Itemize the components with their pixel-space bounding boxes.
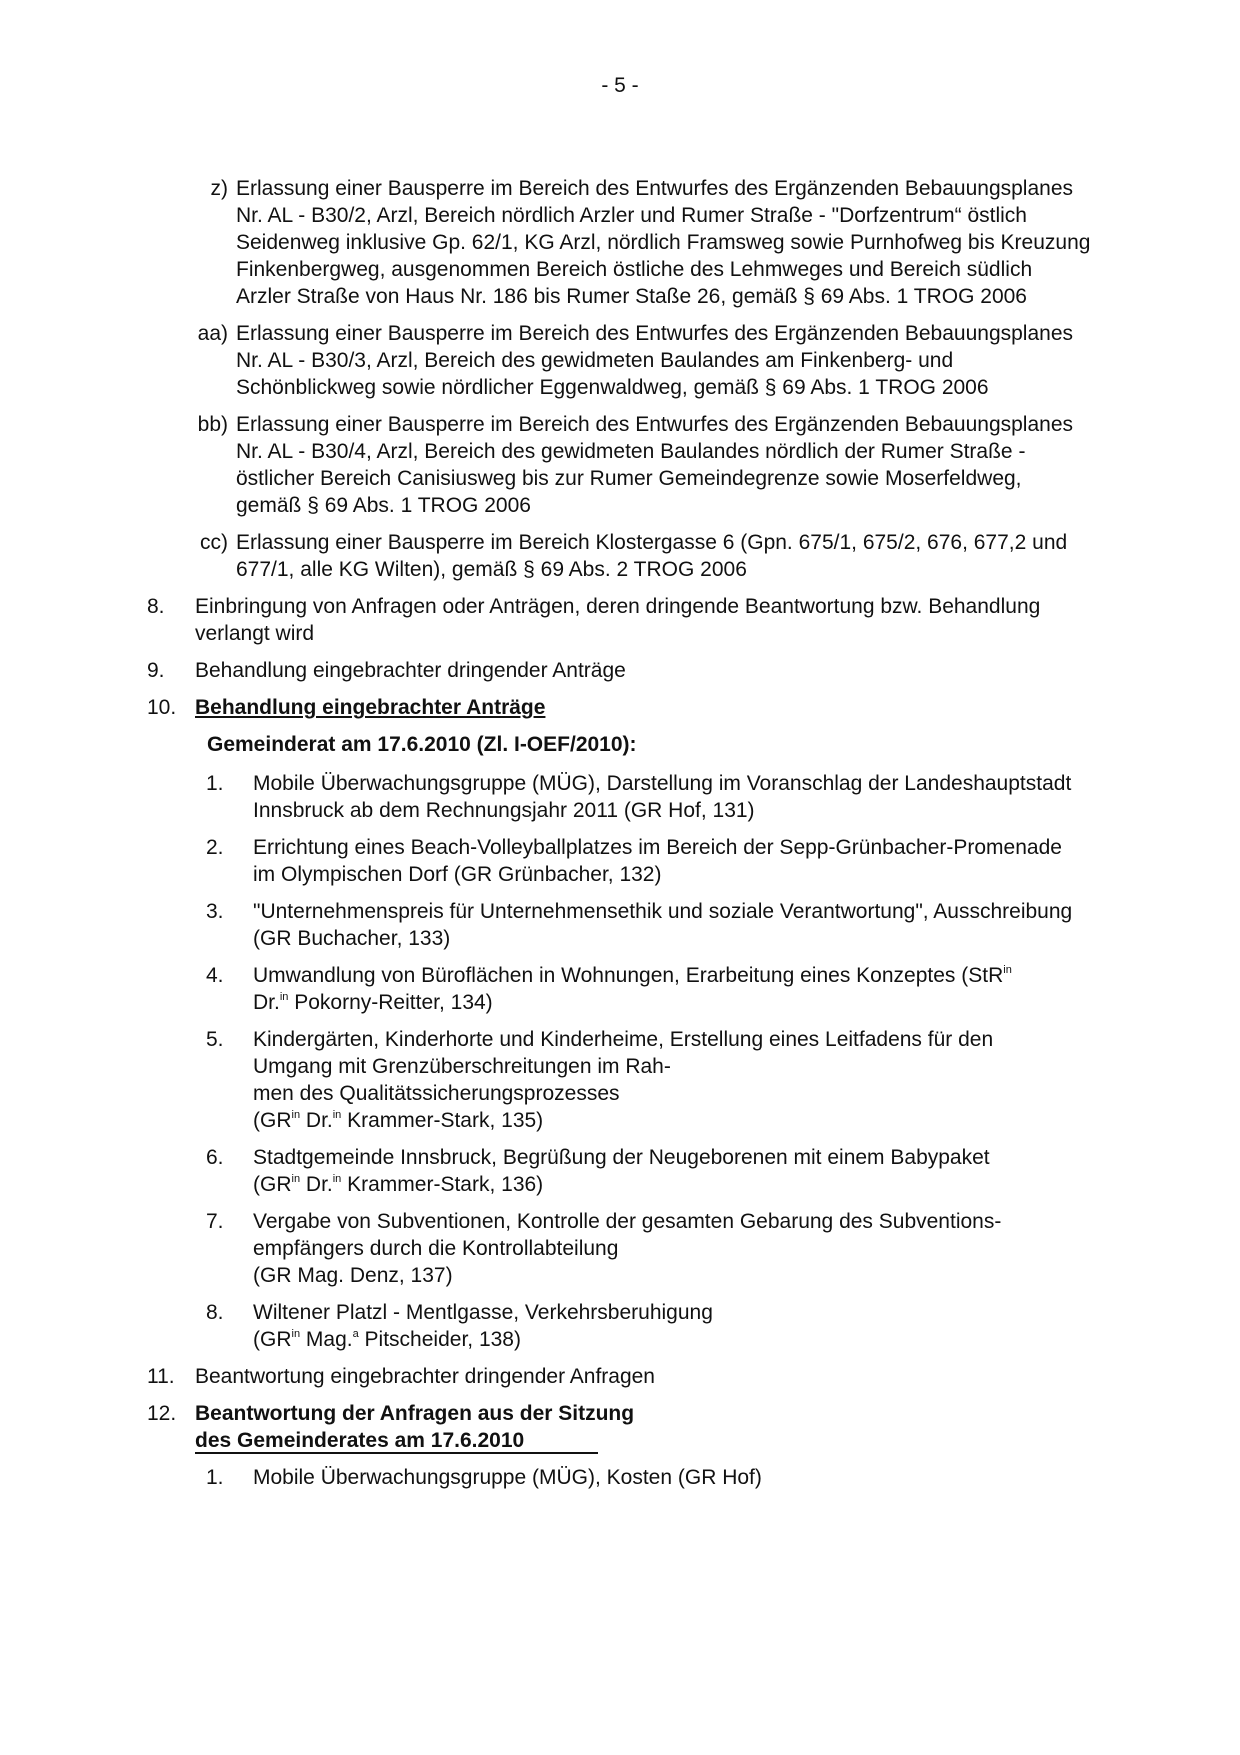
anfrage-number: 1.: [206, 1466, 224, 1489]
sub-item-text: Erlassung einer Bausperre im Bereich des Entwurfes des Ergänzenden Bebauungsplanes Nr. AL - B30/4, Arzl, Bereich des gewidmeten Baulandes nördlich der Rumer Straße - östlicher Bereich Canisiusweg bis zur Rumer Gemeindegrenze sowie Moserfeldweg, gemäß § 69 Abs. 1 TROG 2006: [236, 413, 1074, 517]
antrag-item-1: [206, 770, 1107, 824]
antrag-text-part: Pitscheider, 138): [358, 1328, 521, 1351]
antrag-text-line: [253, 989, 1083, 1016]
sub-item-list: [188, 175, 1107, 583]
antrag-text-part: Umwandlung von Büroflächen in Wohnungen, Erarbeitung eines Konzeptes (StR: [253, 964, 1004, 987]
anfrage-item-1: [206, 1464, 1107, 1491]
antrag-text-line: Wiltener Platzl - Mentlgasse, Verkehrsberuhigung: [253, 1301, 713, 1324]
sub-item-z: [188, 175, 1107, 310]
sub-item-label: cc): [200, 531, 228, 554]
antrag-text-part: (GR: [253, 1328, 292, 1351]
agenda-item-number: 9.: [147, 659, 165, 682]
antrag-text: [253, 1144, 1083, 1198]
antrag-item-5: [206, 1026, 1107, 1134]
agenda-item-text: Beantwortung eingebrachter dringender Anfragen: [195, 1365, 655, 1388]
antrag-text-part: (GR: [253, 1173, 292, 1196]
antrag-text: [253, 962, 1083, 1016]
antrag-text: "Unternehmenspreis für Unternehmensethik und soziale Verantwortung", Ausschreibung (GR Buchacher, 133): [253, 900, 1073, 950]
antrag-number: 7.: [206, 1210, 224, 1233]
antrag-text-line: [253, 1326, 1083, 1353]
superscript: in: [279, 991, 289, 1003]
antrag-number: 6.: [206, 1146, 224, 1169]
agenda-item-number: 11.: [147, 1365, 175, 1388]
antrag-text-line: [253, 1107, 1083, 1134]
antrag-item-2: [206, 834, 1107, 888]
agenda-item-10: [147, 694, 1107, 721]
sub-item-text: Erlassung einer Bausperre im Bereich des Entwurfes des Ergänzenden Bebauungsplanes Nr. AL - B30/3, Arzl, Bereich des gewidmeten Baulandes am Finkenberg- und Schönblickweg sowie nördlicher Eggenwaldweg, gemäß § 69 Abs. 1 TROG 2006: [236, 322, 1074, 399]
antrag-number: 8.: [206, 1301, 224, 1324]
superscript: in: [291, 1328, 301, 1340]
heading-line-underlined: des Gemeinderates am 17.6.2010: [195, 1429, 598, 1454]
antrag-text-line: Vergabe von Subventionen, Kontrolle der gesamten Gebarung des Subventionsempfängers durch die Kontrollabteilung: [253, 1210, 1002, 1260]
antrag-text-line: (GR Mag. Denz, 137): [253, 1264, 453, 1287]
antrag-text-line: Stadtgemeinde Innsbruck, Begrüßung der Neugeborenen mit einem Babypaket: [253, 1146, 990, 1169]
sub-item-label: aa): [197, 322, 228, 345]
agenda-item-11: [147, 1363, 1107, 1390]
superscript: in: [332, 1109, 342, 1121]
superscript: in: [332, 1173, 342, 1185]
antrag-text-part: Mag.: [300, 1328, 353, 1351]
agenda-item-number: 10.: [147, 696, 177, 719]
superscript: in: [291, 1173, 301, 1185]
antrag-text: [253, 1208, 1083, 1289]
antrag-text-part: Dr.: [300, 1109, 333, 1132]
anfrage-text: Mobile Überwachungsgruppe (MÜG), Kosten (GR Hof): [253, 1466, 762, 1489]
sub-item-label: z): [210, 177, 228, 200]
antrag-item-7: [206, 1208, 1107, 1289]
sub-item-cc: [188, 529, 1107, 583]
antrag-text-line: Kindergärten, Kinderhorte und Kinderheime, Erstellung eines Leitfadens für den: [253, 1028, 994, 1051]
agenda-item-text: Einbringung von Anfragen oder Anträgen, deren dringende Beantwortung bzw. Behandlung verlangt wird: [195, 595, 1041, 645]
antrag-number: 3.: [206, 900, 224, 923]
antrag-text-part: Dr.: [300, 1173, 333, 1196]
heading-line: Beantwortung der Anfragen aus der Sitzung: [195, 1402, 635, 1425]
antrag-number: 2.: [206, 836, 224, 859]
antrag-text-part: Krammer-Stark, 135): [341, 1109, 544, 1132]
sub-item-text: Erlassung einer Bausperre im Bereich des Entwurfes des Ergänzenden Bebauungsplanes Nr. AL - B30/2, Arzl, Bereich nördlich Arzler und Rumer Straße - "Dorfzentrum“ östlich Seidenweg inklusive Gp. 62/1, KG Arzl, nördlich Framsweg sowie Purnhofweg bis Kreuzung Finkenbergweg, ausgenommen Bereich östliche des Lehmweges und Bereich südlich Arzler Straße von Haus Nr. 186 bis Rumer Staße 26, gemäß § 69 Abs. 1 TROG 2006: [236, 177, 1091, 308]
antrag-text-part: Krammer-Stark, 136): [341, 1173, 544, 1196]
antrag-number: 4.: [206, 964, 224, 987]
antrag-text: [253, 1026, 1083, 1134]
agenda-content: [147, 175, 1107, 1501]
antrag-item-3: [206, 898, 1107, 952]
sub-item-label: bb): [197, 413, 228, 436]
superscript: in: [1003, 964, 1012, 976]
agenda-item-number: 8.: [147, 595, 165, 618]
antrag-text: [253, 1299, 1083, 1353]
antrag-number: 5.: [206, 1028, 224, 1051]
antrag-text: Mobile Überwachungsgruppe (MÜG), Darstellung im Voranschlag der Landeshauptstadt Innsbruck ab dem Rechnungsjahr 2011 (GR Hof, 131): [253, 772, 1072, 822]
agenda-item-heading: [195, 1400, 1095, 1454]
meeting-heading: Gemeinderat am 17.6.2010 (Zl. I-OEF/2010):: [207, 733, 637, 756]
sub-item-aa: [188, 320, 1107, 401]
antrag-text-part: (GR: [253, 1109, 292, 1132]
agenda-item-12: [147, 1400, 1107, 1454]
sub-item-bb: [188, 411, 1107, 519]
antrag-text-line: men des Qualitätssicherungsprozesses: [253, 1082, 620, 1105]
antrag-text-line: Umgang mit Grenzüberschreitungen im Rah-: [253, 1055, 671, 1078]
agenda-item-8: [147, 593, 1107, 647]
page-number: - 5 -: [601, 74, 639, 97]
agenda-item-number: 12.: [147, 1402, 177, 1425]
superscript: a: [352, 1328, 359, 1340]
antrag-item-8: [206, 1299, 1107, 1353]
antrag-text-line: [253, 1171, 1083, 1198]
agenda-item-9: [147, 657, 1107, 684]
antrag-text: Errichtung eines Beach-Volleyballplatzes im Bereich der Sepp-Grünbacher-Promenade im Olympischen Dorf (GR Grünbacher, 132): [253, 836, 1062, 886]
agenda-item-text: Behandlung eingebrachter dringender Anträge: [195, 659, 626, 682]
antrag-number: 1.: [206, 772, 224, 795]
agenda-item-heading: Behandlung eingebrachter Anträge: [195, 696, 546, 719]
antrag-text-part: Dr.: [253, 991, 280, 1014]
antrag-item-4: [206, 962, 1107, 1016]
sub-item-text: Erlassung einer Bausperre im Bereich Klostergasse 6 (Gpn. 675/1, 675/2, 676, 677,2 und 677/1, alle KG Wilten), gemäß § 69 Abs. 2 TROG 2006: [236, 531, 1068, 581]
antrag-text-part: Pokorny-Reitter, 134): [288, 991, 493, 1014]
superscript: in: [291, 1109, 301, 1121]
antrag-item-6: [206, 1144, 1107, 1198]
